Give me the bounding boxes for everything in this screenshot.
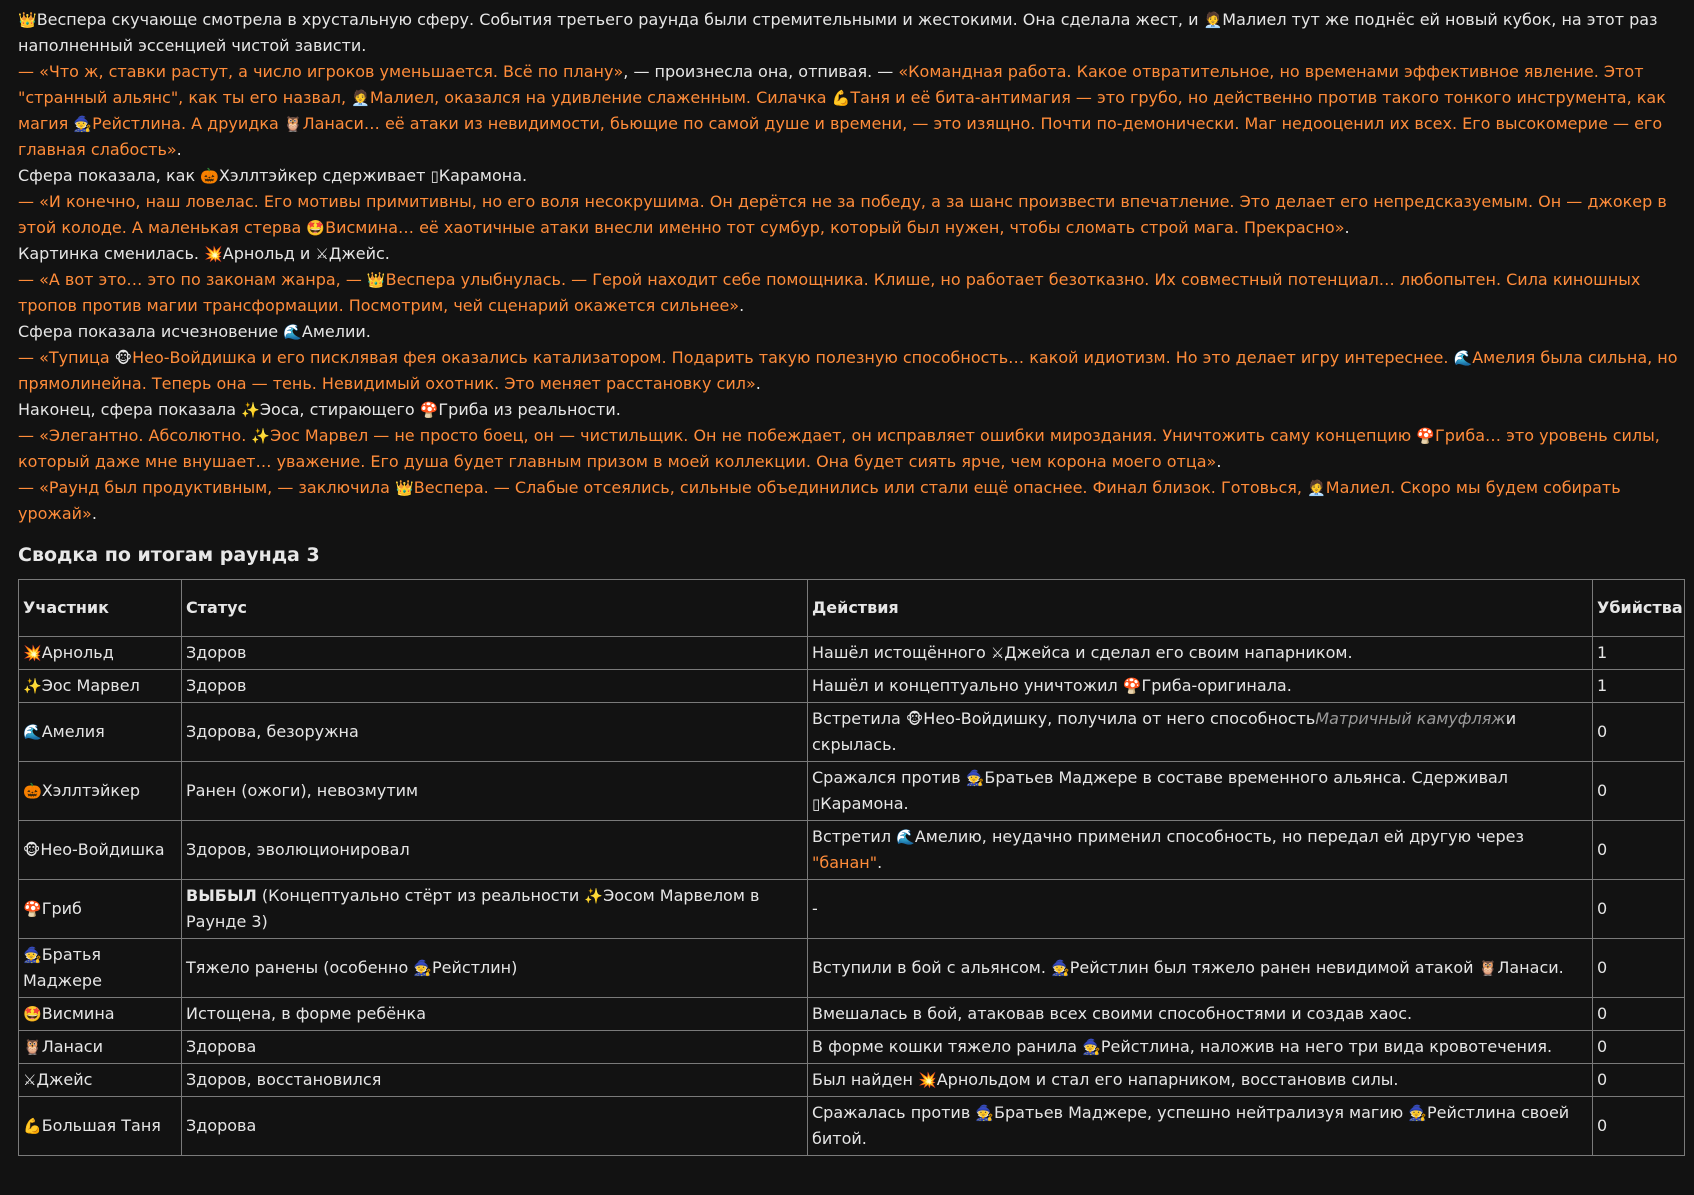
- status-cell: Здорова: [182, 1097, 808, 1156]
- story-paragraph: Картинка сменилась. 💥Арнольд и ⚔Джейс.: [18, 244, 390, 263]
- crossed-swords-icon: ⚔: [315, 245, 329, 263]
- story-paragraph: — «Элегантно. Абсолютно. ✨Эос Марвел — не просто боец, он — чистильщик. Он не побеждает, он исправляет ошибки мироздания. Уничтожить саму концепцию 🍄Гриба… это уровень силы, который даже мне внушает… уважение. Его душа будет главным призом в моей коллекции. Она будет сиять ярче, чем корона моего отца».: [18, 426, 1660, 471]
- kills-cell: 1: [1593, 637, 1685, 670]
- mushroom-icon: 🍄: [419, 401, 439, 419]
- story-paragraph: — «Раунд был продуктивным, — заключила 👑Веспера. — Слабые отсеялись, сильные объединились или стали ещё опаснее. Финал близок. Готовься, 🧑‍💼Малиел. Скоро мы будем собирать урожай».: [18, 478, 1621, 523]
- pumpkin-icon: 🎃: [23, 782, 42, 800]
- story-paragraph: 👑Веспера скучающе смотрела в хрустальную сферу. События третьего раунда были стремительными и жестокими. Она сделала жест, и 🧑‍💼Малиел тут же поднёс ей новый кубок, на этот раз наполненный эссенцией чистой зависти.: [18, 10, 1658, 55]
- wave-icon: 🌊: [283, 323, 302, 341]
- mage-icon: 🧙: [23, 946, 42, 964]
- participant-cell: 🧙Братья Маджере: [19, 939, 182, 998]
- kills-cell: 0: [1593, 762, 1685, 821]
- participant-cell: 💥Арнольд: [19, 637, 182, 670]
- summary-title: Сводка по итогам раунда 3: [18, 544, 320, 566]
- mage-icon: 🧙: [965, 769, 985, 787]
- banana-quote: "банан": [812, 853, 878, 872]
- mage-icon: 🧙: [1051, 959, 1070, 977]
- owl-icon: 🦉: [1478, 959, 1498, 977]
- collision-icon: 💥: [23, 644, 42, 662]
- table-row: [19, 670, 1685, 703]
- story-paragraph: — «Что ж, ставки растут, а число игроков уменьшается. Всё по плану», — произнесла она, отпивая. — «Командная работа. Какое отвратительное, но временами эффективное явление. Этот "странный альянс", как ты его назвал, 🧑‍💼Малиел, оказался на удивление слаженным. Силачка 💪Таня и её бита-антимагия — это грубо, но действенно против такого тонкого инструмента, как магия 🧙Рейстлина. А друидка 🦉Ланаси… её атаки из невидимости, бьющие по самой душе и времени, — это изящно. Почти по-демонически. Маг недооценил их всех. Его высокомерие — его главная слабость».: [18, 62, 1666, 159]
- story-text: [18, 7, 1686, 527]
- table-row: [19, 762, 1685, 821]
- wave-icon: 🌊: [896, 828, 915, 846]
- table-row: [19, 939, 1685, 998]
- kills-cell: 0: [1593, 939, 1685, 998]
- flexed-biceps-icon: 💪: [23, 1117, 42, 1135]
- participant-cell: 🍄Гриб: [19, 880, 182, 939]
- ability-name: Матричный камуфляж: [1315, 709, 1506, 728]
- header-status: Статус: [182, 580, 808, 637]
- story-paragraph: Сфера показала, как 🎃Хэллтэйкер сдерживает ▯Карамона.: [18, 166, 528, 185]
- story-paragraph: — «И конечно, наш ловелас. Его мотивы примитивны, но его воля несокрушима. Он дерётся не за победу, а за шанс произвести впечатление. Это делает его непредсказуемым. Он — джокер в этой колоде. А маленькая стерва 🤩Висмина… её хаотичные атаки внесли именно тот сумбур, который был нужен, чтобы сломать строй мага. Прекрасно».: [18, 192, 1667, 237]
- crown-icon: 👑: [395, 479, 414, 497]
- missing-glyph-icon: ▯: [430, 167, 439, 185]
- crown-icon: 👑: [366, 271, 386, 289]
- table-row: [19, 998, 1685, 1031]
- sparkles-icon: ✨: [241, 401, 260, 419]
- actions-cell: -: [808, 880, 1593, 939]
- missing-glyph-icon: ▯: [812, 795, 821, 813]
- crown-icon: 👑: [18, 11, 37, 29]
- sparkles-icon: ✨: [584, 887, 604, 905]
- pumpkin-icon: 🎃: [200, 167, 219, 185]
- table-row: [19, 637, 1685, 670]
- star-struck-icon: 🤩: [306, 219, 326, 237]
- wave-icon: 🌊: [1453, 349, 1473, 367]
- mushroom-icon: 🍄: [1122, 677, 1142, 695]
- kills-cell: 0: [1593, 1031, 1685, 1064]
- table-row: [19, 1031, 1685, 1064]
- table-row: [19, 703, 1685, 762]
- mushroom-icon: 🍄: [23, 900, 42, 918]
- status-cell: Здоров: [182, 670, 808, 703]
- monkey-icon: 🐵: [23, 841, 41, 859]
- owl-icon: 🦉: [23, 1038, 42, 1056]
- kills-cell: 0: [1593, 1097, 1685, 1156]
- mage-icon: 🧙: [413, 959, 433, 977]
- table-header-row: [19, 580, 1685, 637]
- status-cell: ВЫБЫЛ (Концептуально стёрт из реальности ✨Эосом Марвелом в Раунде 3): [182, 880, 808, 939]
- monkey-icon: 🐵: [114, 349, 133, 367]
- kills-cell: 0: [1593, 998, 1685, 1031]
- participant-cell: ✨Эос Марвел: [19, 670, 182, 703]
- table-row: [19, 880, 1685, 939]
- kills-cell: 0: [1593, 1064, 1685, 1097]
- participant-cell: 🤩Висмина: [19, 998, 182, 1031]
- collision-icon: 💥: [918, 1071, 937, 1089]
- kills-cell: 0: [1593, 880, 1685, 939]
- sparkles-icon: ✨: [251, 427, 271, 445]
- mage-icon: 🧙: [975, 1104, 995, 1122]
- status-cell: Здорова: [182, 1031, 808, 1064]
- actions-cell: Вмешалась в бой, атаковав всех своими способностями и создав хаос.: [808, 998, 1593, 1031]
- status-cell: Здоров, восстановился: [182, 1064, 808, 1097]
- story-paragraph: — «Тупица 🐵Нео-Войдишка и его писклявая фея оказались катализатором. Подарить такую полезную способность… какой идиотизм. Но это делает игру интереснее. 🌊Амелия была сильна, но прямолинейна. Теперь она — тень. Невидимый охотник. Это меняет расстановку сил».: [18, 348, 1678, 393]
- participant-cell: ⚔Джейс: [19, 1064, 182, 1097]
- mage-icon: 🧙: [1408, 1104, 1427, 1122]
- wave-icon: 🌊: [23, 723, 42, 741]
- actions-cell: Нашёл и концептуально уничтожил 🍄Гриба-оригинала.: [808, 670, 1593, 703]
- mage-icon: 🧙: [73, 115, 93, 133]
- status-cell: Тяжело ранены (особенно 🧙Рейстлин): [182, 939, 808, 998]
- status-cell: Здоров, эволюционировал: [182, 821, 808, 880]
- eliminated-label: ВЫБЫЛ: [186, 886, 257, 905]
- star-struck-icon: 🤩: [23, 1005, 42, 1023]
- table-row: [19, 1064, 1685, 1097]
- kills-cell: 0: [1593, 703, 1685, 762]
- sparkles-icon: ✨: [23, 677, 42, 695]
- status-cell: Здоров: [182, 637, 808, 670]
- actions-cell: Был найден 💥Арнольдом и стал его напарником, восстановив силы.: [808, 1064, 1593, 1097]
- actions-cell: Сражался против 🧙Братьев Маджере в составе временного альянса. Сдерживал ▯Карамона.: [808, 762, 1593, 821]
- person-icon: 🧑‍💼: [1203, 11, 1223, 29]
- collision-icon: 💥: [204, 245, 223, 263]
- story-paragraph: — «А вот это… это по законам жанра, — 👑Веспера улыбнулась. — Герой находит себе помощника. Клише, но работает безотказно. Их совместный потенциал… любопытен. Сила киношных тропов против магии трансформации. Посмотрим, чей сценарий окажется сильнее».: [18, 270, 1641, 315]
- actions-cell: Встретил 🌊Амелию, неудачно применил способность, но передал ей другую через "банан".: [808, 821, 1593, 880]
- actions-cell: Вступили в бой с альянсом. 🧙Рейстлин был тяжело ранен невидимой атакой 🦉Ланаси.: [808, 939, 1593, 998]
- participant-cell: 🦉Ланаси: [19, 1031, 182, 1064]
- participant-cell: 🎃Хэллтэйкер: [19, 762, 182, 821]
- crossed-swords-icon: ⚔: [990, 644, 1005, 662]
- participant-cell: 🐵Нео-Войдишка: [19, 821, 182, 880]
- status-cell: Истощена, в форме ребёнка: [182, 998, 808, 1031]
- story-paragraph: Сфера показала исчезновение 🌊Амелии.: [18, 322, 371, 341]
- header-participant: Участник: [19, 580, 182, 637]
- table-row: [19, 821, 1685, 880]
- person-icon: 🧑‍💼: [1307, 479, 1326, 497]
- kills-cell: 1: [1593, 670, 1685, 703]
- kills-cell: 0: [1593, 821, 1685, 880]
- monkey-icon: 🐵: [905, 710, 924, 728]
- header-actions: Действия: [808, 580, 1593, 637]
- actions-cell: Сражалась против 🧙Братьев Маджере, успешно нейтрализуя магию 🧙Рейстлина своей битой.: [808, 1097, 1593, 1156]
- mage-icon: 🧙: [1082, 1038, 1101, 1056]
- summary-table: [18, 579, 1685, 1156]
- header-kills: Убийства: [1593, 580, 1685, 637]
- actions-cell: Нашёл истощённого ⚔Джейса и сделал его своим напарником.: [808, 637, 1593, 670]
- person-icon: 🧑‍💼: [351, 89, 370, 107]
- actions-cell: Встретила 🐵Нео-Войдишку, получила от него способностьМатричный камуфляжи скрылась.: [808, 703, 1593, 762]
- crossed-swords-icon: ⚔: [23, 1071, 37, 1089]
- status-cell: Здорова, безоружна: [182, 703, 808, 762]
- owl-icon: 🦉: [283, 115, 303, 133]
- flexed-biceps-icon: 💪: [831, 89, 851, 107]
- mushroom-icon: 🍄: [1416, 427, 1436, 445]
- status-cell: Ранен (ожоги), невозмутим: [182, 762, 808, 821]
- participant-cell: 🌊Амелия: [19, 703, 182, 762]
- participant-cell: 💪Большая Таня: [19, 1097, 182, 1156]
- actions-cell: В форме кошки тяжело ранила 🧙Рейстлина, наложив на него три вида кровотечения.: [808, 1031, 1593, 1064]
- story-paragraph: Наконец, сфера показала ✨Эоса, стирающего 🍄Гриба из реальности.: [18, 400, 621, 419]
- table-row: [19, 1097, 1685, 1156]
